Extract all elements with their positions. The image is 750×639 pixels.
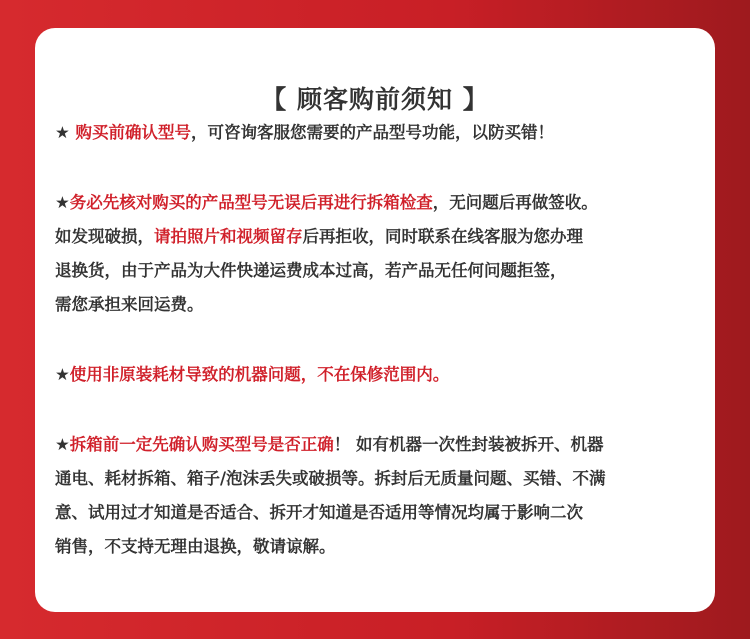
highlight-text: 请拍照片和视频留存 (154, 227, 303, 246)
notice-line (55, 186, 705, 220)
body-text: 意、试用过才知道是否适合、拆开才知道是否适用等情况均属于影响二次 (55, 503, 583, 522)
body-text: ！ 如有机器一次性封装被拆开、机器 (333, 435, 604, 454)
notice-line (55, 288, 705, 322)
highlight-text: 使用非原装耗材导致的机器问题，不在保修范围内。 (69, 365, 450, 384)
highlight-text: 务必先核对购买的产品型号无误后再进行拆箱检查 (69, 193, 433, 212)
notice-line (55, 220, 705, 254)
notice-paragraph (55, 358, 705, 392)
highlight-text: 购买前确认型号 (75, 123, 192, 142)
notice-card (35, 28, 715, 612)
body-text: ，无问题后再做签收。 (432, 193, 598, 212)
body-text: 如发现破损， (55, 227, 154, 246)
notice-line (55, 254, 705, 288)
notice-content (55, 116, 705, 600)
notice-paragraph (55, 428, 705, 564)
highlight-text: 拆箱前一定先确认购买型号是否正确 (69, 435, 334, 454)
body-text: 后再拒收，同时联系在线客服为您办理 (302, 227, 583, 246)
notice-title: 【 顾客购前须知 】 (261, 85, 489, 114)
notice-line (55, 428, 705, 462)
notice-line (55, 462, 705, 496)
notice-line (55, 116, 705, 150)
body-text: ★ (55, 123, 76, 142)
body-text: 退换货，由于产品为大件快递运费成本过高，若产品无任何问题拒签， (55, 261, 567, 280)
notice-line (55, 496, 705, 530)
notice-paragraph (55, 186, 705, 322)
body-text: ★ (55, 365, 70, 384)
body-text: ★ (55, 435, 70, 454)
body-text: ，可咨询客服您需要的产品型号功能，以防买错！ (191, 123, 555, 142)
notice-line (55, 358, 705, 392)
body-text: 通电、耗材拆箱、箱子/泡沫丢失或破损等。拆封后无质量问题、买错、不满 (55, 469, 606, 488)
notice-line (55, 530, 705, 564)
notice-paragraph (55, 116, 705, 150)
body-text: ★ (55, 193, 70, 212)
body-text: 销售，不支持无理由退换，敬请谅解。 (55, 537, 336, 556)
body-text: 需您承担来回运费。 (55, 295, 204, 314)
